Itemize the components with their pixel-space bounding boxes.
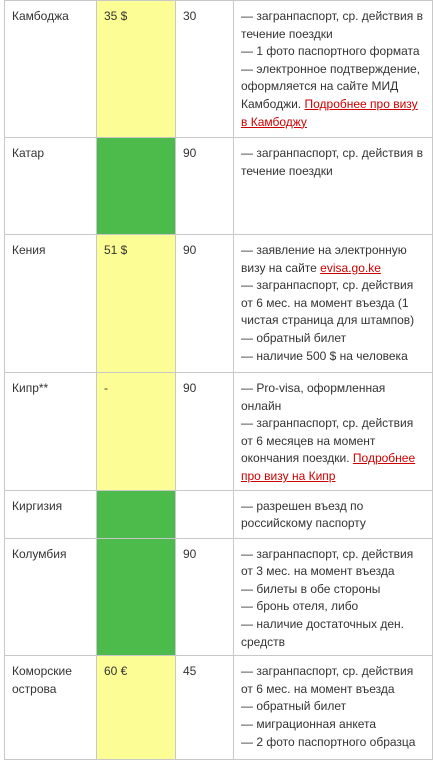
cost-cell — [97, 1, 176, 138]
requirement-item: — загранпаспорт, ср. действия от 6 месяцев на момент окончания поездки. — [241, 416, 414, 466]
requirement-item: — обратный билет — [241, 330, 347, 345]
cost-cell — [97, 538, 176, 656]
country-cell — [5, 656, 97, 760]
table-row — [5, 656, 433, 760]
country-name: Кения — [12, 243, 46, 257]
country-cell — [5, 1, 97, 138]
days-cell — [176, 138, 234, 235]
visa-details-link[interactable]: Подробнее про визу на Кипр — [241, 451, 416, 483]
days-cell — [176, 1, 234, 138]
country-cell — [5, 538, 97, 656]
stay-days: 90 — [183, 546, 197, 561]
visa-table — [4, 0, 433, 760]
cost-cell — [97, 235, 176, 373]
table-row — [5, 235, 433, 373]
days-cell — [176, 656, 234, 760]
requirements-cell — [234, 138, 433, 235]
requirement-item: — загранпаспорт, ср. действия от 3 мес. на момент въезда — [241, 546, 414, 579]
cost-cell — [97, 138, 176, 235]
requirement-item: — бронь отеля, либо — [241, 599, 359, 614]
country-name: Камбоджа — [12, 9, 69, 23]
requirement-item: — билеты в обе стороны — [241, 581, 381, 596]
country-cell — [5, 138, 97, 235]
country-cell — [5, 235, 97, 373]
table-row — [5, 1, 433, 138]
visa-cost: 60 € — [104, 664, 128, 679]
requirement-item: — Pro-visa, оформленная онлайн — [241, 381, 386, 413]
cost-cell — [97, 373, 176, 491]
requirement-item: — наличие 500 $ на человека — [241, 348, 408, 363]
requirement-item: — миграционная анкета — [241, 716, 377, 731]
requirements-cell — [234, 490, 433, 538]
cost-cell — [97, 490, 176, 538]
requirement-item: — разрешен въезд по российскому паспорту — [241, 498, 366, 531]
evisa-link[interactable]: evisa.go.ke — [320, 260, 381, 275]
stay-days: 45 — [183, 664, 197, 679]
requirement-item: — электронное подтверждение, оформляется на сайте МИД Камбоджи. — [241, 61, 421, 111]
days-cell — [176, 490, 234, 538]
visa-cost: 51 $ — [104, 243, 128, 257]
stay-days: 90 — [183, 381, 197, 395]
requirement-item: — загранпаспорт, ср. действия в течение поездки — [241, 146, 423, 178]
requirement-item: — заявление на электронную визу на сайте — [241, 243, 407, 275]
requirement-item: — загранпаспорт, ср. действия в течение поездки — [241, 9, 423, 41]
requirement-item: — 1 фото паспортного формата — [241, 44, 420, 59]
country-name: Кипр** — [12, 381, 49, 395]
requirement-item: — загранпаспорт, ср. действия от 6 мес. на момент въезда (1 чистая страница для штампов) — [241, 278, 415, 328]
table-row — [5, 490, 433, 538]
requirements-cell — [234, 1, 433, 138]
requirements-cell — [234, 235, 433, 373]
table-row — [5, 138, 433, 235]
requirement-item: — обратный билет — [241, 699, 347, 714]
requirements-cell — [234, 656, 433, 760]
visa-details-link[interactable]: Подробнее про визу в Камбоджу — [241, 96, 418, 129]
table-row — [5, 373, 433, 491]
requirement-item: — загранпаспорт, ср. действия от 6 мес. на момент въезда — [241, 664, 414, 696]
stay-days: 30 — [183, 9, 197, 23]
days-cell — [176, 538, 234, 656]
days-cell — [176, 373, 234, 491]
requirements-cell — [234, 373, 433, 491]
requirement-item: — 2 фото паспортного образца — [241, 734, 416, 749]
country-name: Киргизия — [12, 498, 63, 513]
table-row — [5, 538, 433, 656]
country-name: Коморские острова — [12, 664, 72, 696]
stay-days: 90 — [183, 146, 197, 160]
visa-cost: 35 $ — [104, 9, 128, 23]
days-cell — [176, 235, 234, 373]
requirements-cell — [234, 538, 433, 656]
requirement-item: — наличие достаточных ден. средств — [241, 616, 404, 649]
country-name: Колумбия — [12, 546, 67, 561]
country-cell — [5, 490, 97, 538]
visa-cost: - — [104, 381, 108, 395]
stay-days: 90 — [183, 243, 197, 257]
country-name: Катар — [12, 146, 45, 160]
cost-cell — [97, 656, 176, 760]
country-cell — [5, 373, 97, 491]
